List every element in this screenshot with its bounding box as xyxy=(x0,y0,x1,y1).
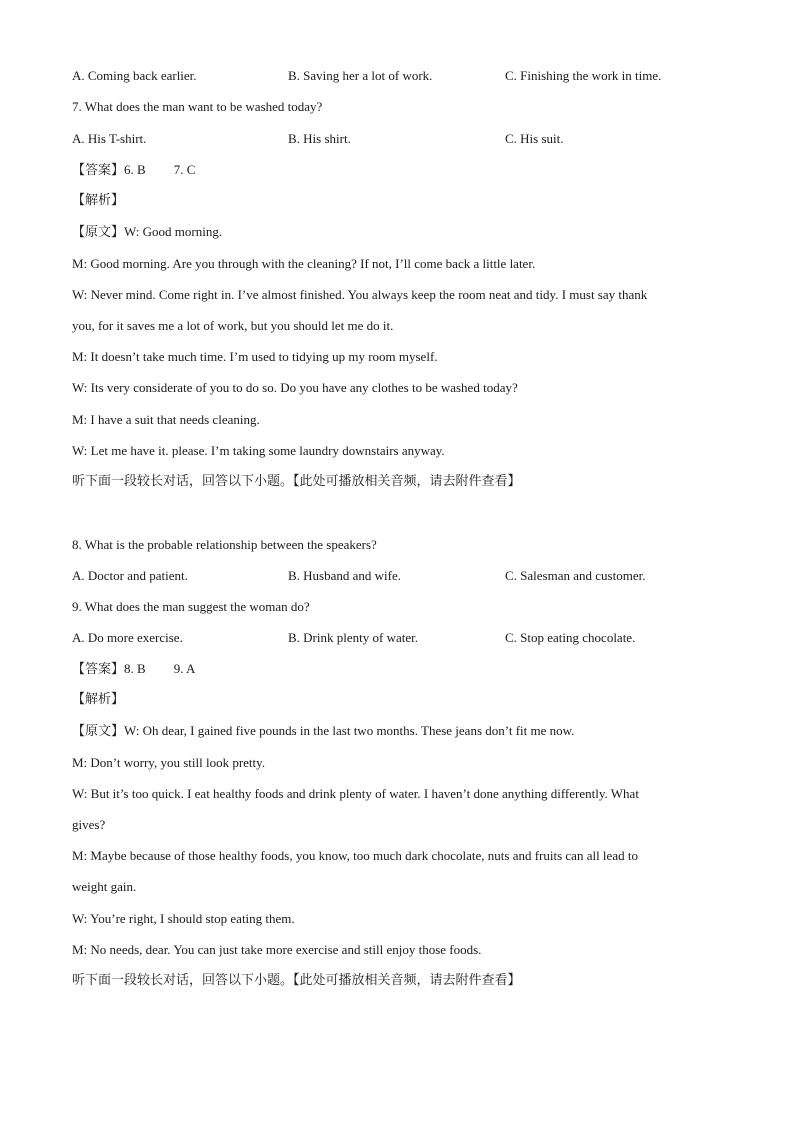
answer-line-2 xyxy=(72,661,195,678)
analysis-label-2: 【解析】 xyxy=(72,692,125,707)
dialogue1-line: M: I have a suit that needs cleaning. xyxy=(72,412,260,427)
dialogue2-first-line xyxy=(72,723,574,740)
dialogue2-line: M: No needs, dear. You can just take more exercise and still enjoy those foods. xyxy=(72,942,482,957)
dialogue2-line: gives? xyxy=(72,817,106,832)
q6-option-a: A. Coming back earlier. xyxy=(72,68,197,83)
q7-option-a: A. His T-shirt. xyxy=(72,131,147,146)
q9-option-a: A. Do more exercise. xyxy=(72,630,183,645)
listening-instruction-2: 听下面一段较长对话，回答以下小题。【此处可播放相关音频，请去附件查看】 xyxy=(72,973,521,988)
original-text-tag: 【原文】 xyxy=(72,225,125,240)
dialogue2-line-0: W: Oh dear, I gained five pounds in the last two months. These jeans don’t fit me now. xyxy=(124,723,575,738)
q9-option-b: B. Drink plenty of water. xyxy=(288,630,418,645)
answer-line-1 xyxy=(72,162,195,179)
dialogue1-line: you, for it saves me a lot of work, but you should let me do it. xyxy=(72,318,394,333)
q7-question: 7. What does the man want to be washed today? xyxy=(72,99,323,114)
dialogue1-line: W: Let me have it. please. I’m taking some laundry downstairs anyway. xyxy=(72,443,445,458)
listening-instruction-1: 听下面一段较长对话，回答以下小题。【此处可播放相关音频，请去附件查看】 xyxy=(72,474,521,489)
q9-option-c: C. Stop eating chocolate. xyxy=(505,630,636,645)
answer-q9: 9. A xyxy=(173,661,196,676)
analysis-label-1: 【解析】 xyxy=(72,193,125,208)
q8-option-c: C. Salesman and customer. xyxy=(505,568,646,583)
dialogue1-line-0: W: Good morning. xyxy=(124,224,223,239)
dialogue1-line: W: Its very considerate of you to do so. Do you have any clothes to be washed today? xyxy=(72,380,518,395)
answer-tag: 【答案】 xyxy=(72,163,125,178)
dialogue1-line: M: Good morning. Are you through with the cleaning? If not, I’ll come back a little later. xyxy=(72,256,536,271)
q8-option-b: B. Husband and wife. xyxy=(288,568,402,583)
dialogue2-line: weight gain. xyxy=(72,879,137,894)
answer-q6: 6. B xyxy=(124,162,146,177)
q9-question: 9. What does the man suggest the woman do? xyxy=(72,599,310,614)
q6-option-c: C. Finishing the work in time. xyxy=(505,68,662,83)
q7-option-c: C. His suit. xyxy=(505,131,564,146)
q6-option-b: B. Saving her a lot of work. xyxy=(288,68,433,83)
dialogue2-line: M: Don’t worry, you still look pretty. xyxy=(72,755,266,770)
q7-option-b: B. His shirt. xyxy=(288,131,351,146)
dialogue1-line: M: It doesn’t take much time. I’m used to tidying up my room myself. xyxy=(72,349,438,364)
dialogue1-first-line xyxy=(72,224,222,241)
q8-question: 8. What is the probable relationship between the speakers? xyxy=(72,537,377,552)
answer-q8: 8. B xyxy=(124,661,146,676)
original-text-tag: 【原文】 xyxy=(72,724,125,739)
dialogue2-line: M: Maybe because of those healthy foods, you know, too much dark chocolate, nuts and fruits can all lead to xyxy=(72,848,638,863)
answer-tag: 【答案】 xyxy=(72,662,125,677)
dialogue2-line: W: You’re right, I should stop eating them. xyxy=(72,911,295,926)
dialogue2-line: W: But it’s too quick. I eat healthy foods and drink plenty of water. I haven’t done anything differently. What xyxy=(72,786,639,801)
q8-option-a: A. Doctor and patient. xyxy=(72,568,188,583)
dialogue1-line: W: Never mind. Come right in. I’ve almost finished. You always keep the room neat and tidy. I must say thank xyxy=(72,287,648,302)
answer-q7: 7. C xyxy=(173,162,196,177)
